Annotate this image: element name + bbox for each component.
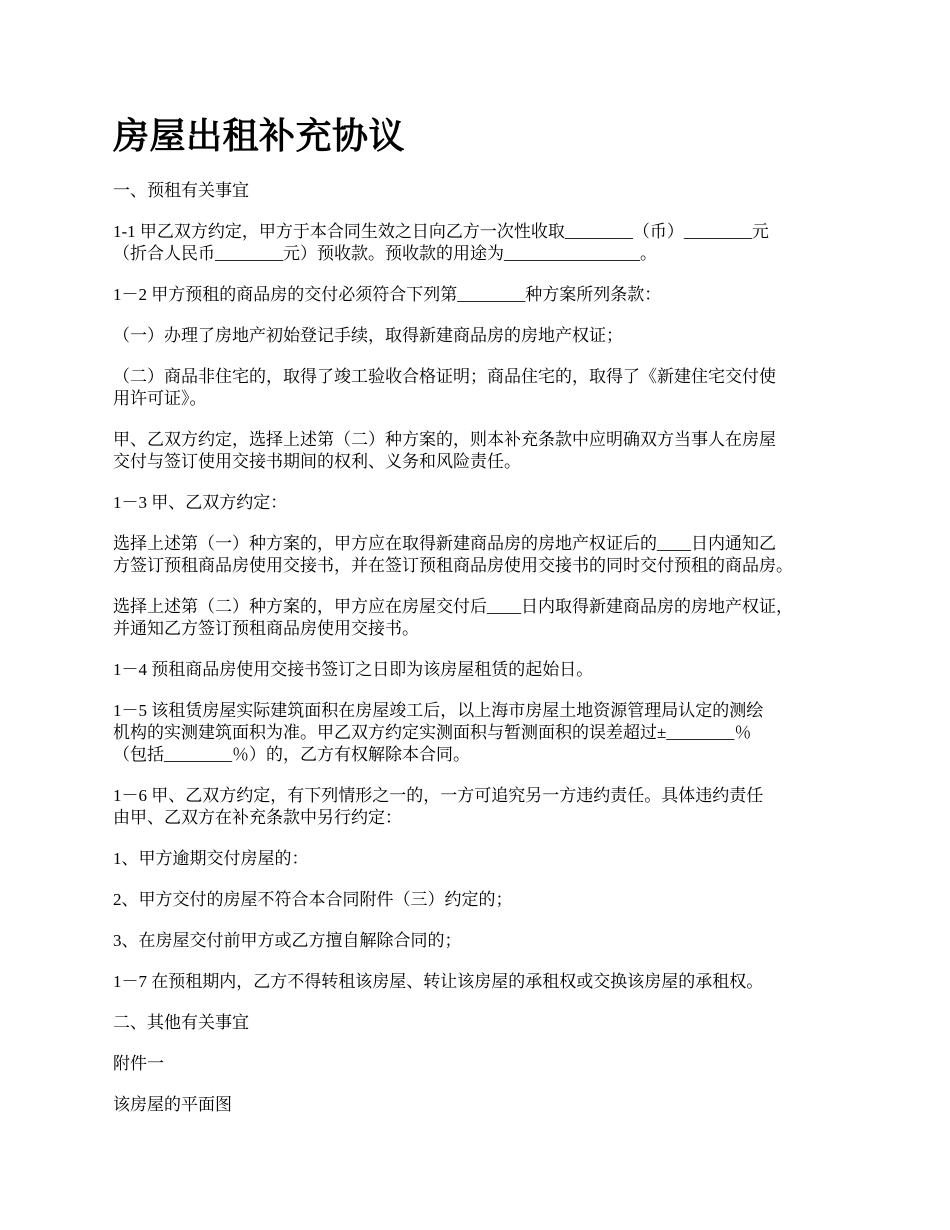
paragraph-line: 附件一 [113,1054,164,1073]
document-paragraph [113,284,853,306]
paragraph-line: 机构的实测建筑面积为准。甲乙双方约定实测面积与暂测面积的误差超过±________％ [113,723,752,742]
paragraph-line: 二、其他有关事宜 [113,1013,249,1032]
paragraph-line: 1－2 甲方预租的商品房的交付必须符合下列第________种方案所列条款： [113,285,662,304]
paragraph-line: 2、甲方交付的房屋不符合本合同附件（三）约定的； [113,890,513,909]
document-paragraph [113,325,853,347]
paragraph-line: （二）商品非住宅的，取得了竣工验收合格证明；商品住宅的，取得了《新建住宅交付使 [113,367,776,386]
paragraph-line: 1-1 甲乙双方约定，甲方于本合同生效之日向乙方一次性收取________（币）________元 [113,222,769,241]
paragraph-line: 方签订预租商品房使用交接书，并在签订预租商品房使用交接书的同时交付预租的商品房。 [113,556,793,575]
document-paragraph [113,848,853,870]
document-paragraph [113,659,853,681]
paragraph-line: 由甲、乙双方在补充条款中另行约定： [113,808,402,827]
document-paragraph [113,366,853,410]
paragraph-line: （包括________％）的，乙方有权解除本合同。 [113,745,470,764]
paragraph-line: 1－5 该租赁房屋实际建筑面积在房屋竣工后，以上海市房屋土地资源管理局认定的测绘 [113,701,764,720]
document-paragraph [113,930,853,952]
document-paragraph [113,596,853,640]
paragraph-line: 1－4 预租商品房使用交接书签订之日即为该房屋租赁的起始日。 [113,660,594,679]
document-paragraph [113,492,853,514]
paragraph-line: （折合人民币________元）预收款。预收款的用途为________________。 [113,244,657,263]
paragraph-line: （一）办理了房地产初始登记手续，取得新建商品房的房地产权证； [113,326,623,345]
document-body [113,180,853,1116]
document-paragraph [113,1094,853,1116]
paragraph-line: 该房屋的平面图 [113,1095,232,1114]
paragraph-line: 1、甲方逾期交付房屋的： [113,849,309,868]
document-title: 房屋出租补充协议 [113,116,406,156]
document-paragraph [113,889,853,911]
document-paragraph [113,429,853,473]
document-page [113,114,853,1135]
paragraph-line: 3、在房屋交付前甲方或乙方擅自解除合同的； [113,931,462,950]
document-paragraph [113,971,853,993]
document-paragraph [113,785,853,829]
document-paragraph [113,221,853,265]
document-paragraph [113,533,853,577]
paragraph-line: 1－6 甲、乙双方约定，有下列情形之一的，一方可追究另一方违约责任。具体违约责任 [113,786,764,805]
paragraph-line: 1－7 在预租期内，乙方不得转租该房屋、转让该房屋的承租权或交换该房屋的承租权。 [113,972,764,991]
paragraph-line: 一、预租有关事宜 [113,181,249,200]
paragraph-line: 1－3 甲、乙双方约定： [113,493,288,512]
document-paragraph [113,700,853,766]
paragraph-line: 交付与签订使用交接书期间的权利、义务和风险责任。 [113,452,521,471]
document-paragraph [113,1012,853,1034]
paragraph-line: 甲、乙双方约定，选择上述第（二）种方案的，则本补充条款中应明确双方当事人在房屋 [113,430,776,449]
paragraph-line: 用许可证》。 [113,389,207,408]
paragraph-line: 选择上述第（二）种方案的，甲方应在房屋交付后____日内取得新建商品房的房地产权证， [113,597,793,616]
document-paragraph [113,180,853,202]
paragraph-line: 选择上述第（一）种方案的，甲方应在取得新建商品房的房地产权证后的____日内通知乙 [113,534,776,553]
paragraph-line: 并通知乙方签订预租商品房使用交接书。 [113,619,419,638]
document-paragraph [113,1053,853,1075]
